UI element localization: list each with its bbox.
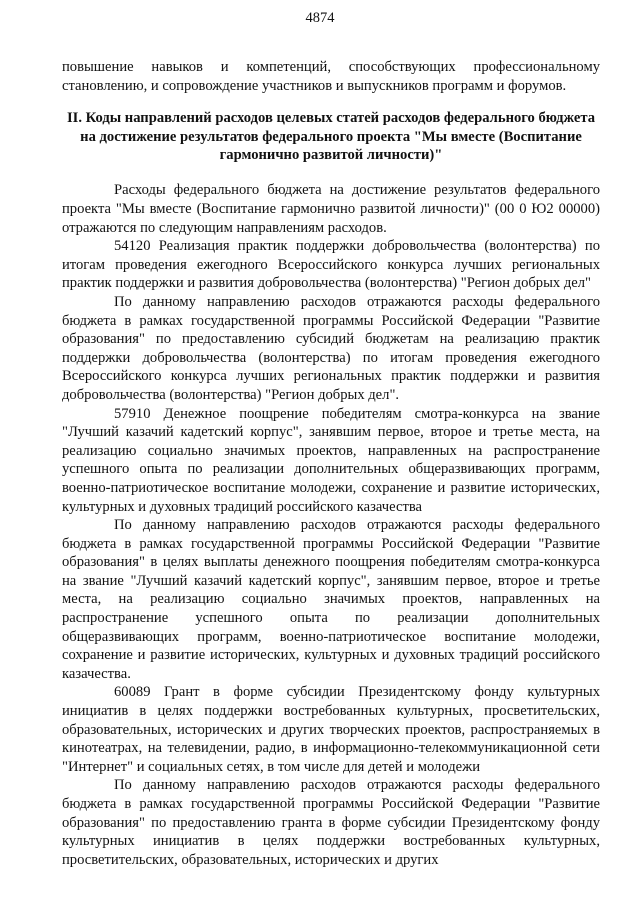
section-heading: II. Коды направлений расходов целевых статей расходов федерального бюджета на достижение результатов федерального проекта "Мы вместе (Воспитание гармонично развитой личности)" [66, 110, 596, 163]
paragraph-57910-description: По данному направлению расходов отражаются расходы федерального бюджета в рамках государственной программы Российской Федерации "Развитие образования" в целях выплаты денежного поощрения победителям смотра-конкурса на звание "Лучший казачий кадетский корпус", занявшим первое, второе и третье места, на реализацию социально значимых проектов, направленных на распространение успешного опыта по реализации дополнительных общеразвивающих программ, военно-патриотическое воспитание молодежи, сохранение и развитие исторических, культурных и духовных традиций российского казачества. [62, 517, 600, 682]
paragraph-54120-description: По данному направлению расходов отражаются расходы федерального бюджета в рамках государственной программы Российской Федерации "Развитие образования" по предоставлению субсидий бюджетам на реализацию практик поддержки добровольчества (волонтерства) по итогам проведения ежегодного Всероссийского конкурса лучших региональных практик поддержки и развития добровольчества (волонтерства) "Регион добрых дел". [62, 293, 600, 403]
paragraph-intro-section: Расходы федерального бюджета на достижение результатов федерального проекта "Мы вместе (Воспитание гармонично развитой личности)" (00 0 Ю2 00000) отражаются по следующим направлениям расходов. [62, 182, 600, 236]
intro-paragraph: повышение навыков и компетенций, способствующих профессиональному становлению, и сопровождение участников и выпускников программ и форумов. [62, 59, 600, 94]
paragraph-54120-title: 54120 Реализация практик поддержки добровольчества (волонтерства) по итогам проведения ежегодного Всероссийского конкурса лучших региональных практик поддержки и развития добровольчества (волонтерства) "Регион добрых дел" [62, 238, 600, 292]
paragraph-60089-title: 60089 Грант в форме субсидии Президентскому фонду культурных инициатив в целях поддержки востребованных культурных, просветительских, образовательных, исторических и других творческих проектов, распространяемых в кинотеатрах, на телевидении, радио, в информационно-телекоммуникационной сети "Интернет" и социальных сетях, в том числе для детей и молодежи [62, 684, 600, 775]
paragraph-60089-description: По данному направлению расходов отражаются расходы федерального бюджета в рамках государственной программы Российской Федерации "Развитие образования" по предоставлению гранта в форме субсидии Президентскому фонду культурных инициатив в целях поддержки востребованных культурных, просветительских, образовательных, исторических и других [62, 777, 600, 868]
page-number: 4874 [305, 10, 335, 26]
document-body [62, 58, 600, 869]
paragraph-57910-title: 57910 Денежное поощрение победителям смотра-конкурса на звание "Лучший казачий кадетский корпус", занявшим первое, второе и третье места, на реализацию социально значимых проектов, направленных на распространение успешного опыта по реализации дополнительных общеразвивающих программ, военно-патриотическое воспитание молодежи, сохранение и развитие исторических, культурных и духовных традиций российского казачества [62, 405, 600, 515]
